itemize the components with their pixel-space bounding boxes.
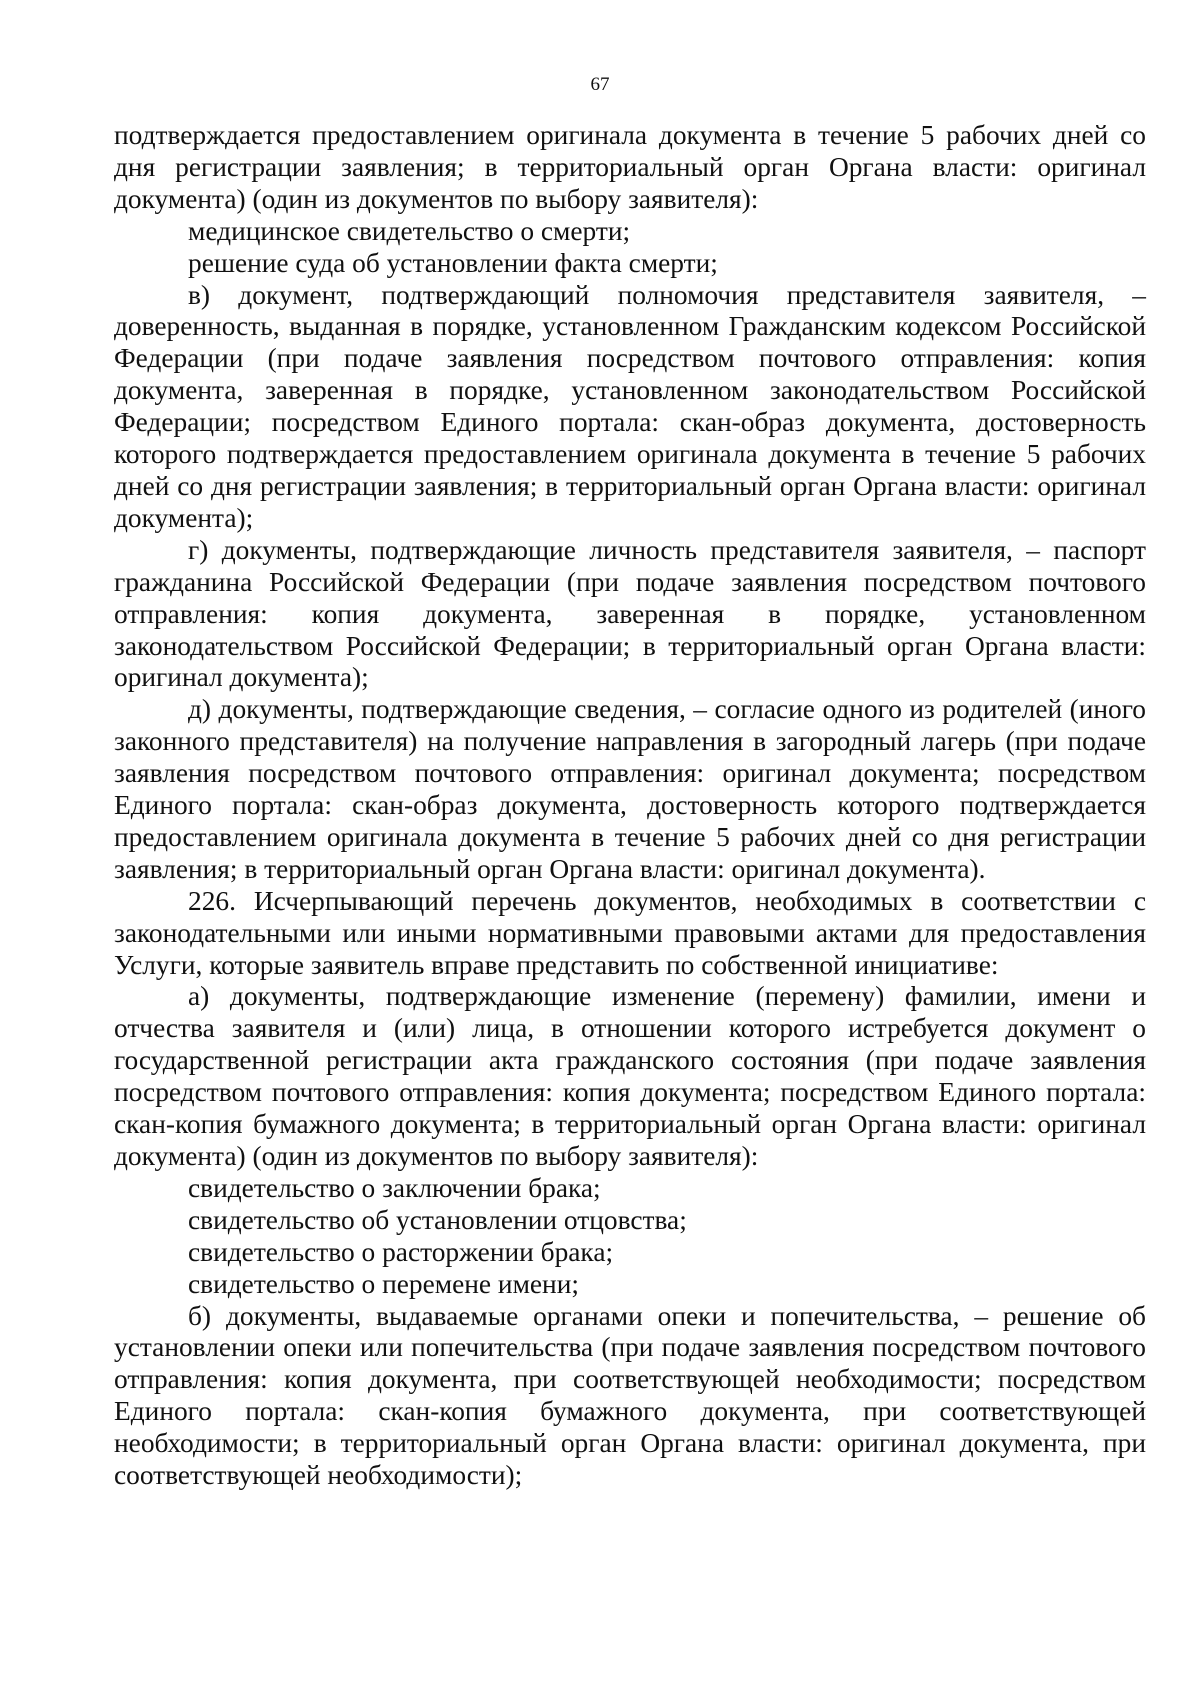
list-item-marriage-certificate: свидетельство о заключении брака; [188,1172,601,1203]
list-item-paternity-certificate: свидетельство об установлении отцовства; [188,1204,687,1235]
document-body [114,120,1146,1492]
list-item-name-change-certificate: свидетельство о перемене имени; [188,1268,579,1299]
paragraph-continuation: подтверждается предоставлением оригинала документа в течение 5 рабочих дней со дня регистрации заявления; в территориальный орган Органа власти: оригинал документа) (один из документов по выбору заявителя): [114,120,1146,214]
list-item-death-certificate: медицинское свидетельство о смерти; [188,215,631,246]
paragraph-item-a: а) документы, подтверждающие изменение (перемену) фамилии, имени и отчества заявителя и (или) лица, в отношении которого истребуется документ о государственной регистрации акта гражданского состояния (при подаче заявления посредством почтового отправления: копия документа; посредством Единого портала: скан-копия бумажного документа; в территориальный орган Органа власти: оригинал документа) (один из документов по выбору заявителя): [114,981,1146,1171]
list-item-court-decision: решение суда об установлении факта смерти; [188,247,718,278]
paragraph-item-v: в) документ, подтверждающий полномочия представителя заявителя, – доверенность, выданная в порядке, установленном Гражданским кодексом Российской Федерации (при подаче заявления посредством почтового отправления: копия документа, заверенная в порядке, установленном законодательством Российской Федерации; посредством Единого портала: скан-образ документа, достоверность которого подтверждается предоставлением оригинала документа в течение 5 рабочих дней со дня регистрации заявления; в территориальный орган Органа власти: оригинал документа); [114,279,1146,533]
paragraph-item-d: д) документы, подтверждающие сведения, – согласие одного из родителей (иного законного представителя) на получение направления в загородный лагерь (при подаче заявления посредством почтового отправления: оригинал документа; посредством Единого портала: скан-образ документа, достоверность которого подтверждается предоставлением оригинала документа в течение 5 рабочих дней со дня регистрации заявления; в территориальный орган Органа власти: оригинал документа). [114,694,1146,884]
page-number: 67 [590,74,610,95]
list-item-divorce-certificate: свидетельство о расторжении брака; [188,1236,614,1267]
paragraph-item-g: г) документы, подтверждающие личность представителя заявителя, – паспорт гражданина Российской Федерации (при подаче заявления посредством почтового отправления: копия документа, заверенная в порядке, установленном законодательством Российской Федерации; в территориальный орган Органа власти: оригинал документа); [114,534,1146,693]
paragraph-226: 226. Исчерпывающий перечень документов, необходимых в соответствии с законодательными или иными нормативными правовыми актами для предоставления Услуги, которые заявитель вправе представить по собственной инициативе: [114,885,1146,980]
paragraph-item-b: б) документы, выдаваемые органами опеки и попечительства, – решение об установлении опеки или попечительства (при подаче заявления посредством почтового отправления: копия документа, при соответствующей необходимости; посредством Единого портала: скан-копия бумажного документа, при соответствующей необходимости; в территориальный орган Органа власти: оригинал документа, при соответствующей необходимости); [114,1300,1146,1491]
